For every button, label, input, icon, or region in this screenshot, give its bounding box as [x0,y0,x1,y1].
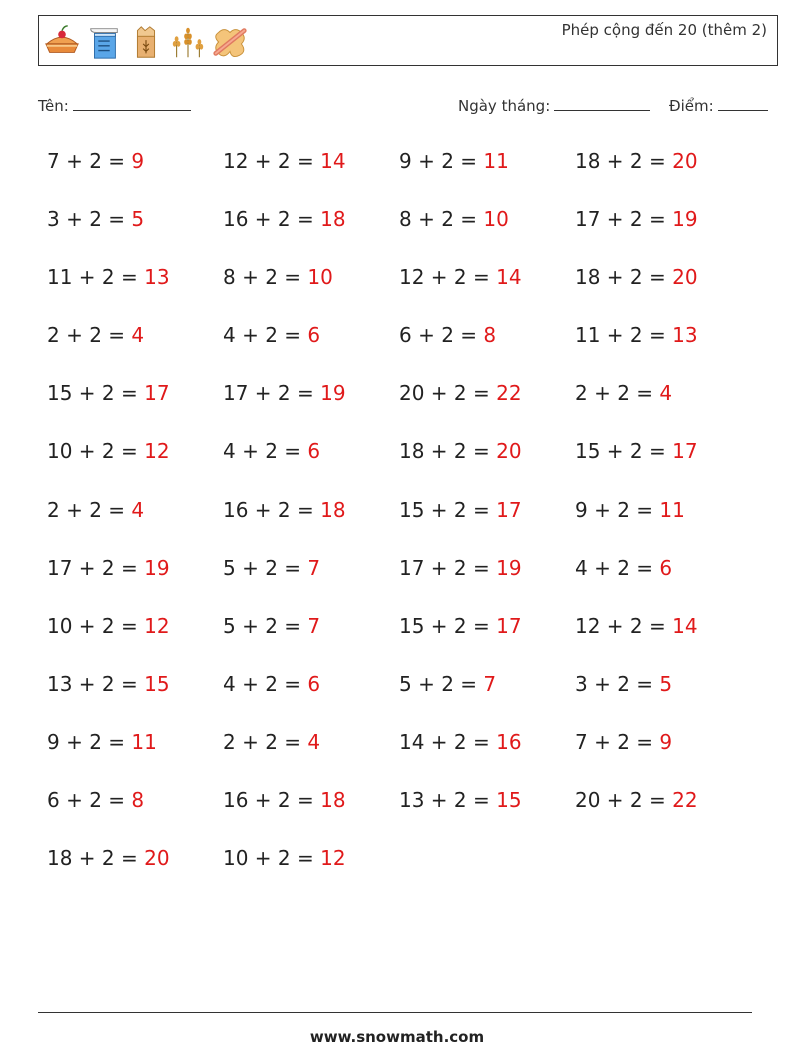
problem-answer: 17 [672,439,698,464]
problem-item [399,144,575,202]
rolling-pin-icon [211,23,249,61]
problem-item [399,609,575,667]
problem-question: 17 + 2 = [47,555,145,580]
date-label: Ngày tháng: [458,97,551,115]
problem-question: 4 + 2 = [223,671,308,696]
problem-question: 15 + 2 = [575,439,673,464]
problem-answer: 5 [131,207,145,232]
problem-question: 20 + 2 = [575,788,673,813]
problem-answer: 6 [307,671,321,696]
problem-answer: 9 [131,149,145,173]
problem-question: 2 + 2 = [47,323,132,348]
problem-question: 7 + 2 = [47,149,132,173]
problem-item [223,725,399,783]
problem-answer: 4 [131,497,145,522]
problem-question: 18 + 2 = [399,439,497,464]
problem-question: 11 + 2 = [47,265,145,290]
problem-item [399,434,575,492]
footer-website: www.snowmath.com [309,1028,485,1046]
problem-item [223,202,399,260]
problem-question: 2 + 2 = [223,729,308,754]
problem-item [47,318,223,376]
problem-answer: 19 [672,207,698,232]
problem-question: 17 + 2 = [399,555,497,580]
problem-item [575,551,751,609]
problem-question: 4 + 2 = [223,323,308,348]
problem-item [47,609,223,667]
problem-grid [47,144,767,899]
problem-answer: 4 [307,729,321,754]
problem-answer: 14 [672,613,698,638]
problem-answer: 12 [144,613,170,638]
problem-question: 14 + 2 = [399,729,497,754]
problem-item [47,667,223,725]
wheat-icon [169,23,207,61]
problem-item [399,376,575,434]
problem-item [575,376,751,434]
problem-question: 3 + 2 = [47,207,132,232]
flour-bag-icon [127,23,165,61]
problem-item [47,202,223,260]
problem-answer: 12 [144,439,170,464]
problem-answer: 8 [483,323,497,348]
problem-question: 4 + 2 = [223,439,308,464]
problem-answer: 7 [307,613,321,638]
problem-answer: 11 [483,149,509,173]
problem-question: 15 + 2 = [47,381,145,406]
problem-item [575,260,751,318]
score-blank-line [718,94,768,111]
problem-item [47,551,223,609]
problem-question: 8 + 2 = [399,207,484,232]
problem-question: 17 + 2 = [223,381,321,406]
problem-answer: 20 [672,265,698,290]
problem-answer: 18 [320,497,346,522]
problem-answer: 7 [307,555,321,580]
problem-item [47,725,223,783]
problem-question: 11 + 2 = [575,323,673,348]
problem-question: 18 + 2 = [47,846,145,871]
problem-question: 8 + 2 = [223,265,308,290]
problem-item [47,434,223,492]
name-label: Tên: [38,97,69,115]
problem-answer: 7 [483,671,497,696]
problem-question: 12 + 2 = [223,149,321,173]
problem-item [399,493,575,551]
problem-item [223,493,399,551]
problem-answer: 15 [144,671,170,696]
score-field [669,94,768,115]
problem-question: 7 + 2 = [575,729,660,754]
problem-question: 2 + 2 = [575,381,660,406]
problem-answer: 5 [659,671,673,696]
problem-answer: 13 [672,323,698,348]
problem-answer: 22 [496,381,522,406]
problem-item [47,783,223,841]
problem-question: 10 + 2 = [223,846,321,871]
problem-item [223,434,399,492]
problem-answer: 4 [659,381,673,406]
worksheet-header [38,15,778,66]
name-field [38,94,191,115]
problem-question: 6 + 2 = [47,788,132,813]
problem-item [575,318,751,376]
problem-question: 10 + 2 = [47,439,145,464]
problem-question: 16 + 2 = [223,788,321,813]
measuring-jug-icon [85,23,123,61]
problem-question: 9 + 2 = [47,729,132,754]
problem-answer: 19 [320,381,346,406]
problem-item [223,551,399,609]
problem-question: 10 + 2 = [47,613,145,638]
problem-item [399,725,575,783]
problem-answer: 6 [307,439,321,464]
problem-question: 16 + 2 = [223,207,321,232]
problem-item [223,841,399,899]
problem-item [223,783,399,841]
problem-item [47,376,223,434]
problem-question: 18 + 2 = [575,265,673,290]
problem-item [47,260,223,318]
problem-question: 5 + 2 = [399,671,484,696]
problem-question: 16 + 2 = [223,497,321,522]
header-icons [43,22,249,62]
problem-question: 2 + 2 = [47,497,132,522]
problem-item [575,202,751,260]
problem-answer: 10 [483,207,509,232]
problem-answer: 15 [496,788,522,813]
problem-answer: 6 [307,323,321,348]
problem-question: 13 + 2 = [399,788,497,813]
problem-answer: 22 [672,788,698,813]
problem-question: 5 + 2 = [223,613,308,638]
problem-answer: 14 [496,265,522,290]
problem-answer: 20 [144,846,170,871]
problem-answer: 20 [496,439,522,464]
problem-item [223,609,399,667]
problem-answer: 11 [131,729,157,754]
problem-question: 6 + 2 = [399,323,484,348]
problem-answer: 18 [320,207,346,232]
problem-question: 20 + 2 = [399,381,497,406]
problem-question: 5 + 2 = [223,555,308,580]
score-label: Điểm: [669,97,714,115]
problem-item [575,144,751,202]
problem-question: 12 + 2 = [575,613,673,638]
problem-answer: 19 [144,555,170,580]
problem-question: 3 + 2 = [575,671,660,696]
problem-item [575,609,751,667]
problem-item [223,144,399,202]
problem-answer: 10 [307,265,333,290]
problem-item [223,260,399,318]
problem-answer: 20 [672,149,698,173]
problem-item [575,434,751,492]
problem-answer: 14 [320,149,346,173]
problem-item [399,260,575,318]
problem-item [399,202,575,260]
problem-item [575,725,751,783]
problem-item [575,667,751,725]
problem-item [223,318,399,376]
problem-answer: 6 [659,555,673,580]
problem-question: 18 + 2 = [575,149,673,173]
problem-question: 4 + 2 = [575,555,660,580]
problem-question: 9 + 2 = [575,497,660,522]
problem-item [399,551,575,609]
problem-answer: 12 [320,846,346,871]
problem-item [223,376,399,434]
problem-answer: 18 [320,788,346,813]
problem-question: 15 + 2 = [399,497,497,522]
problem-item [47,841,223,899]
problem-answer: 11 [659,497,685,522]
problem-answer: 8 [131,788,145,813]
footer-divider [38,1012,752,1013]
date-blank-line [554,94,650,111]
problem-answer: 17 [144,381,170,406]
problem-item [47,493,223,551]
worksheet-title: Phép cộng đến 20 (thêm 2) [561,21,767,39]
problem-item [575,493,751,551]
problem-answer: 9 [659,729,673,754]
problem-item [575,783,751,841]
problem-item [47,144,223,202]
pie-icon [43,23,81,61]
problem-question: 13 + 2 = [47,671,145,696]
problem-question: 9 + 2 = [399,149,484,173]
problem-item [223,667,399,725]
problem-answer: 17 [496,497,522,522]
name-blank-line [73,94,191,111]
problem-item [399,783,575,841]
problem-question: 17 + 2 = [575,207,673,232]
problem-answer: 4 [131,323,145,348]
date-field [458,94,650,115]
problem-answer: 16 [496,729,522,754]
problem-answer: 13 [144,265,170,290]
problem-answer: 17 [496,613,522,638]
problem-question: 12 + 2 = [399,265,497,290]
problem-item [399,667,575,725]
problem-question: 15 + 2 = [399,613,497,638]
problem-answer: 19 [496,555,522,580]
problem-item [399,318,575,376]
